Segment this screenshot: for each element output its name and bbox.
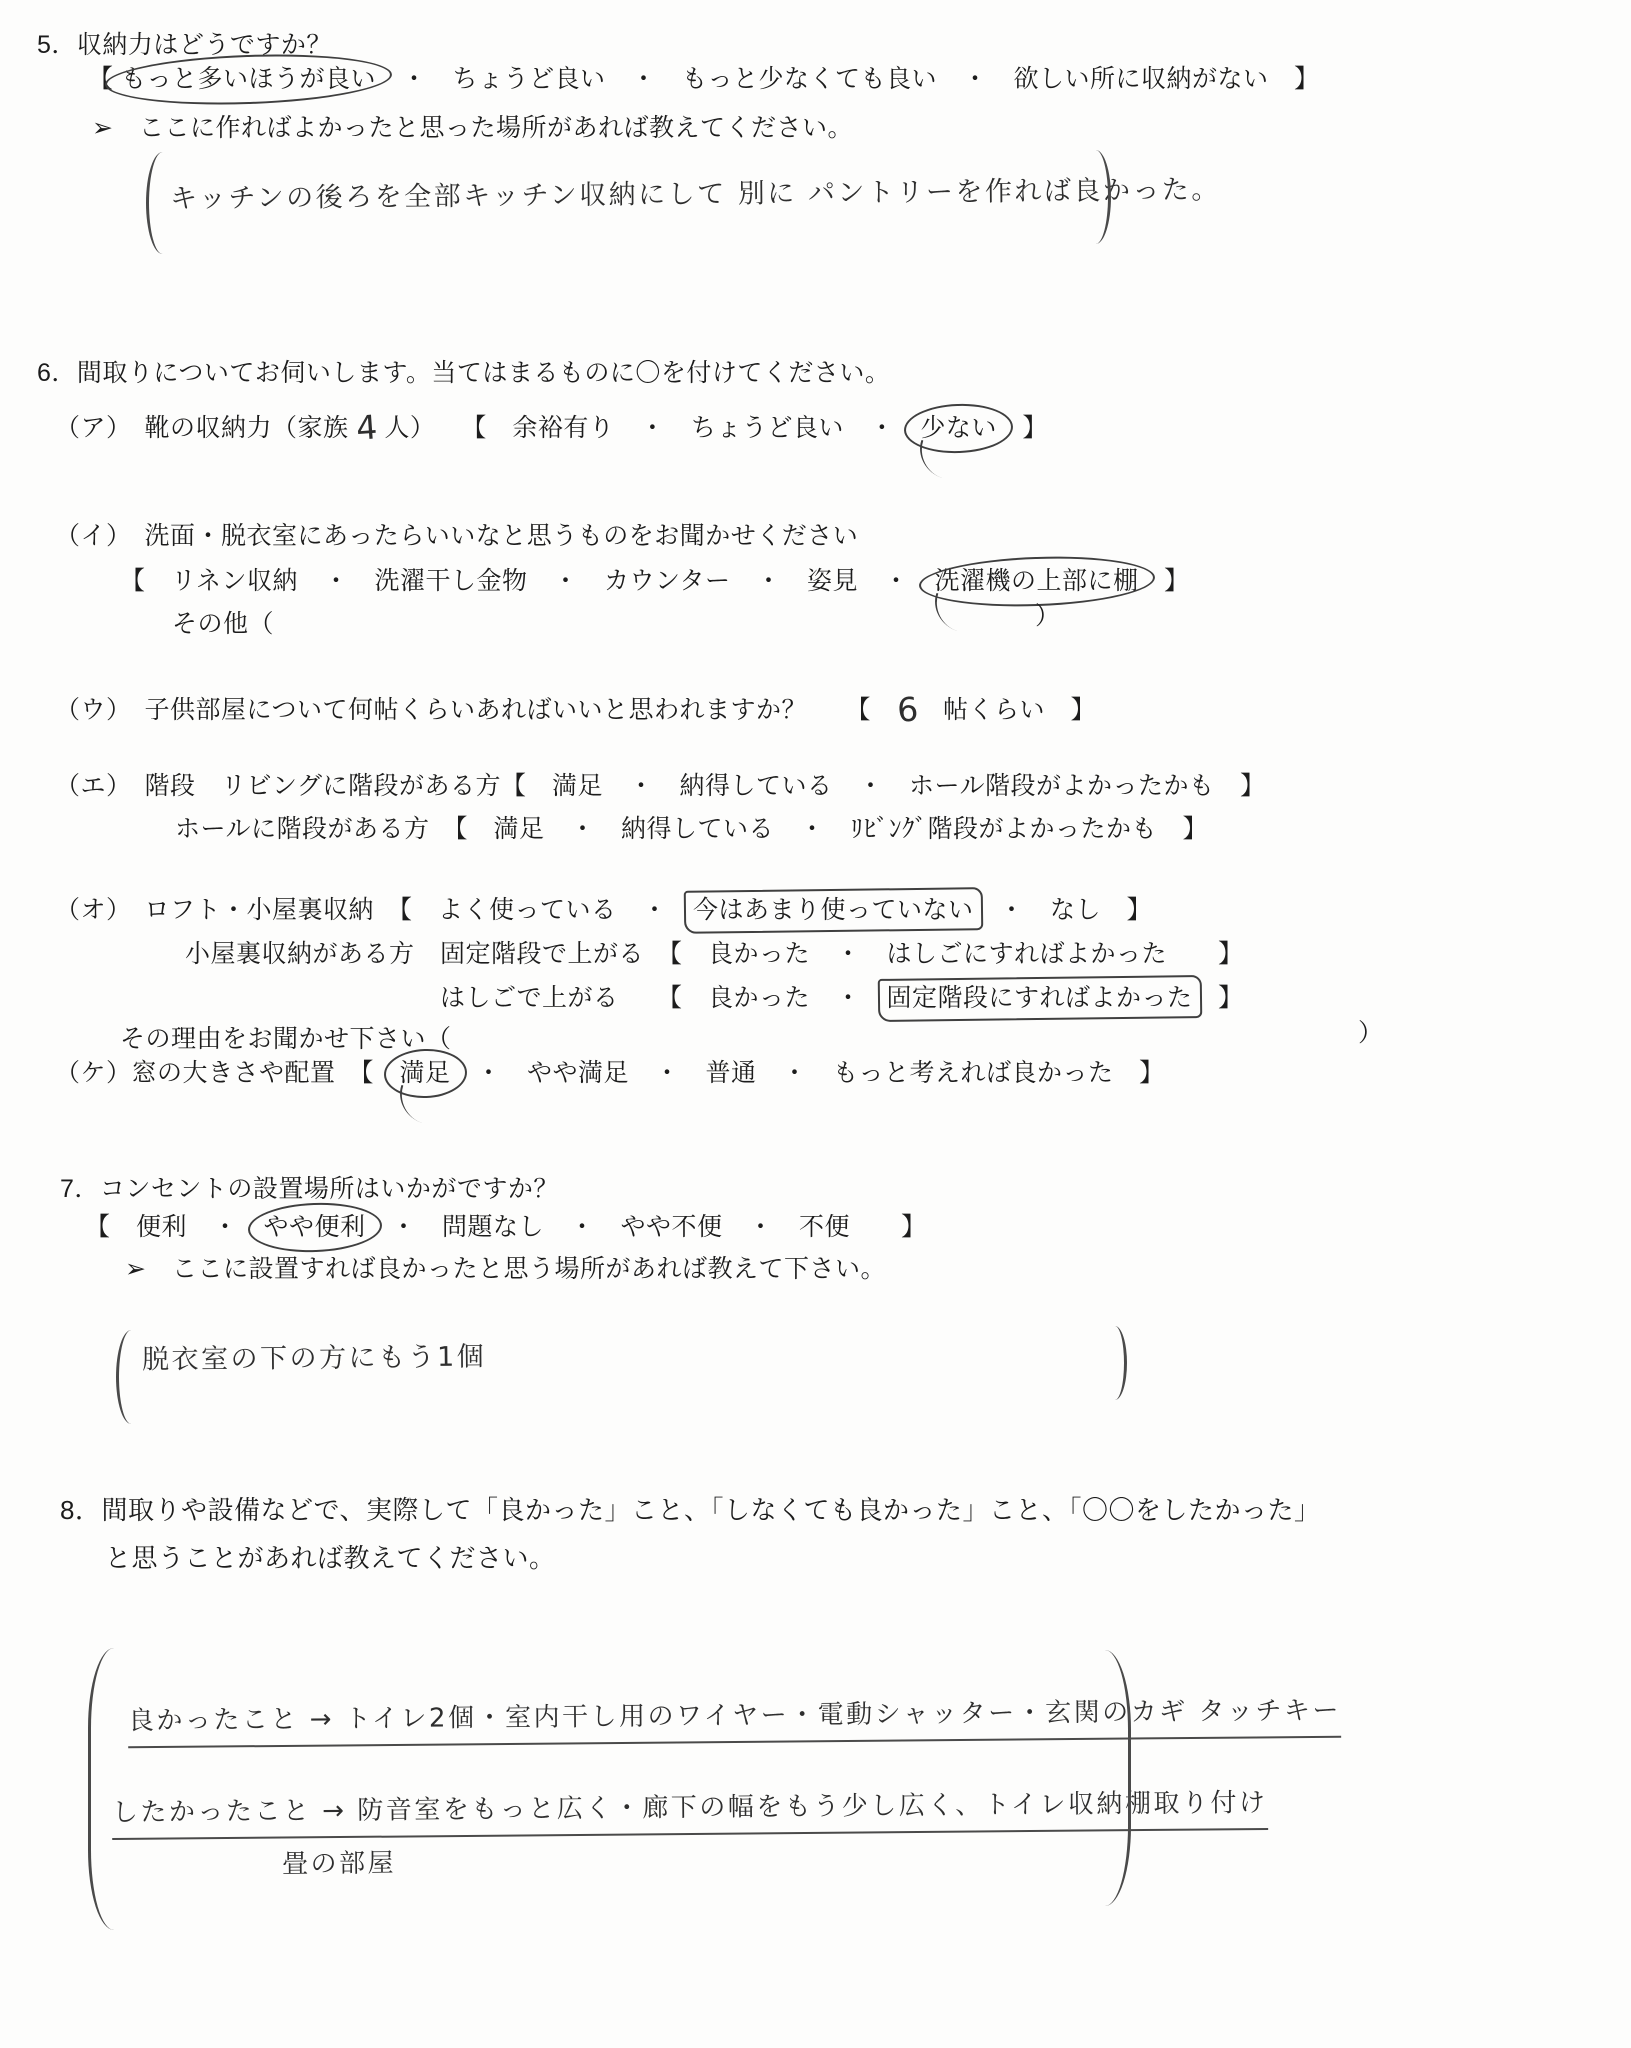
q5-selected-option-circled: もっと多いほうが良い	[121, 64, 376, 95]
q6-k-label: （ケ）窓の大きさや配置 【	[55, 1059, 400, 1087]
q8-good-things-handwritten	[128, 1695, 1341, 1748]
q6-e-loft-storage	[55, 895, 1152, 926]
q5-options	[88, 64, 1319, 95]
q8-extra-handwritten: 畳の部屋	[281, 1848, 397, 1880]
q6-e-reason-label: その理由をお聞かせ下さい（	[120, 1025, 452, 1053]
q6-e-ladder-pre: はしごで上がる 【 良かった ・	[440, 984, 887, 1012]
q8-wanted-things-text: したかったこと → 防音室をもっと広く・廊下の幅をもう少し広く、トイレ収納棚取り付け	[112, 1787, 1268, 1840]
q6-c-kids-room	[55, 686, 1097, 730]
q6-b-options	[120, 566, 1190, 597]
q7-options-end: ・ 問題なし ・ やや不便 ・ 不便 】	[365, 1213, 927, 1241]
q7-answer-handwritten: 脱衣室の下の方にもう1個	[141, 1341, 487, 1376]
q6-e-label: （オ） ロフト・小屋裏収納 【 よく使っている ・	[55, 896, 694, 924]
q6-a-selected-option-circled: 少ない	[920, 413, 997, 444]
q6-k-windows	[55, 1058, 1165, 1089]
q7-prompt: ➢ ここに設置すれば良かったと思う場所があれば教えて下さい。	[125, 1255, 886, 1283]
q6-b-washroom-question: （イ） 洗面・脱衣室にあったらいいなと思うものをお聞かせください	[55, 522, 859, 550]
q6-k-selected-option-circled: 満足	[400, 1058, 451, 1089]
q6-e-reason-close-paren: ）	[1358, 1019, 1384, 1047]
q5-prompt: ➢ ここに作ればよかったと思った場所があれば教えてください。	[92, 114, 853, 142]
q6-c-suffix: 帖くらい 】	[917, 696, 1097, 724]
q5-title: 5．収納力はどうですか？	[37, 31, 332, 59]
q8-wanted-things-handwritten	[112, 1787, 1268, 1840]
q6-a-options-end: 】	[996, 414, 1048, 442]
q6-a-options: 人） 【 余裕有り ・ ちょうど良い ・	[376, 414, 921, 442]
q6-b-options-end: 】	[1138, 567, 1190, 595]
q8-good-things-text: 良かったこと → トイレ2個・室内干し用のワイヤー・電動シャッター・玄関のカギ タッチキー	[128, 1695, 1341, 1748]
q6-a-shoe-storage	[55, 404, 1048, 448]
q6-b-other-close-paren: ）	[1035, 602, 1061, 630]
q6-c-tatami-count-handwritten: 6	[895, 689, 920, 730]
q7-answer-open-paren	[116, 1330, 145, 1424]
q6-k-options-end: ・ やや満足 ・ 普通 ・ もっと考えれば良かった 】	[450, 1059, 1165, 1087]
q5-options-post: ・ ちょうど良い ・ もっと少なくても良い ・ 欲しい所に収納がない 】	[375, 65, 1320, 93]
q6-e-fixed-stairs-line: 小屋裏収納がある方 固定階段で上がる 【 良かった ・ はしごにすればよかった 】	[185, 940, 1244, 968]
q6-c-label: （ウ） 子供部屋について何帖くらいあればいいと思われますか？ 【	[55, 696, 897, 724]
q8-answer-open-paren	[88, 1648, 117, 1930]
q7-answer-close-paren	[1098, 1326, 1127, 1400]
q5-answer-close-paren	[1082, 150, 1111, 244]
q6-d-stairs-living: （エ） 階段 リビングに階段がある方【 満足 ・ 納得している ・ ホール階段がよかったかも 】	[55, 772, 1266, 800]
q5-answer-handwritten: キッチンの後ろを全部キッチン収納にして 別に パントリーを作れば良かった。	[169, 174, 1222, 215]
q7-options	[85, 1212, 927, 1243]
q8-title-line1: 8．間取りや設備などで、実際して「良かった」こと、「しなくても良かった」こと、「〇〇をしたかった」	[60, 1495, 1321, 1525]
q6-e-ladder-line	[440, 983, 1244, 1014]
q7-title: 7．コンセントの設置場所はいかがですか？	[60, 1175, 559, 1203]
q8-answer-close-paren	[1102, 1650, 1131, 1906]
q6-a-family-count-handwritten: 4	[354, 407, 379, 448]
q6-b-options-pre: 【 リネン収納 ・ 洗濯干し金物 ・ カウンター ・ 姿見 ・	[120, 567, 935, 595]
q6-b-other-label: その他（	[172, 610, 275, 638]
q7-selected-option-circled: やや便利	[264, 1212, 366, 1243]
q6-a-label: （ア） 靴の収納力（家族	[55, 414, 356, 442]
q5-options-pre: 【	[88, 65, 121, 93]
q8-title-line2: と思うことがあれば教えてください。	[105, 1543, 556, 1573]
q6-d-stairs-hall: ホールに階段がある方 【 満足 ・ 納得している ・ ﾘﾋﾞﾝｸﾞ階段がよかったかも 】	[175, 815, 1209, 843]
q7-options-pre: 【 便利 ・	[85, 1213, 264, 1241]
q6-e-ladder-selected-boxed: 固定階段にすればよかった	[887, 983, 1193, 1014]
q6-b-selected-option-circled: 洗濯機の上部に棚	[935, 566, 1139, 597]
q6-e-options-end: ・ なし 】	[973, 896, 1153, 924]
q6-e-selected-option-boxed: 今はあまり使っていない	[693, 895, 974, 926]
q6-title: 6．間取りについてお伺いします。当てはまるものに〇を付けてください。	[37, 359, 891, 387]
q6-e-ladder-end: 】	[1192, 984, 1244, 1012]
